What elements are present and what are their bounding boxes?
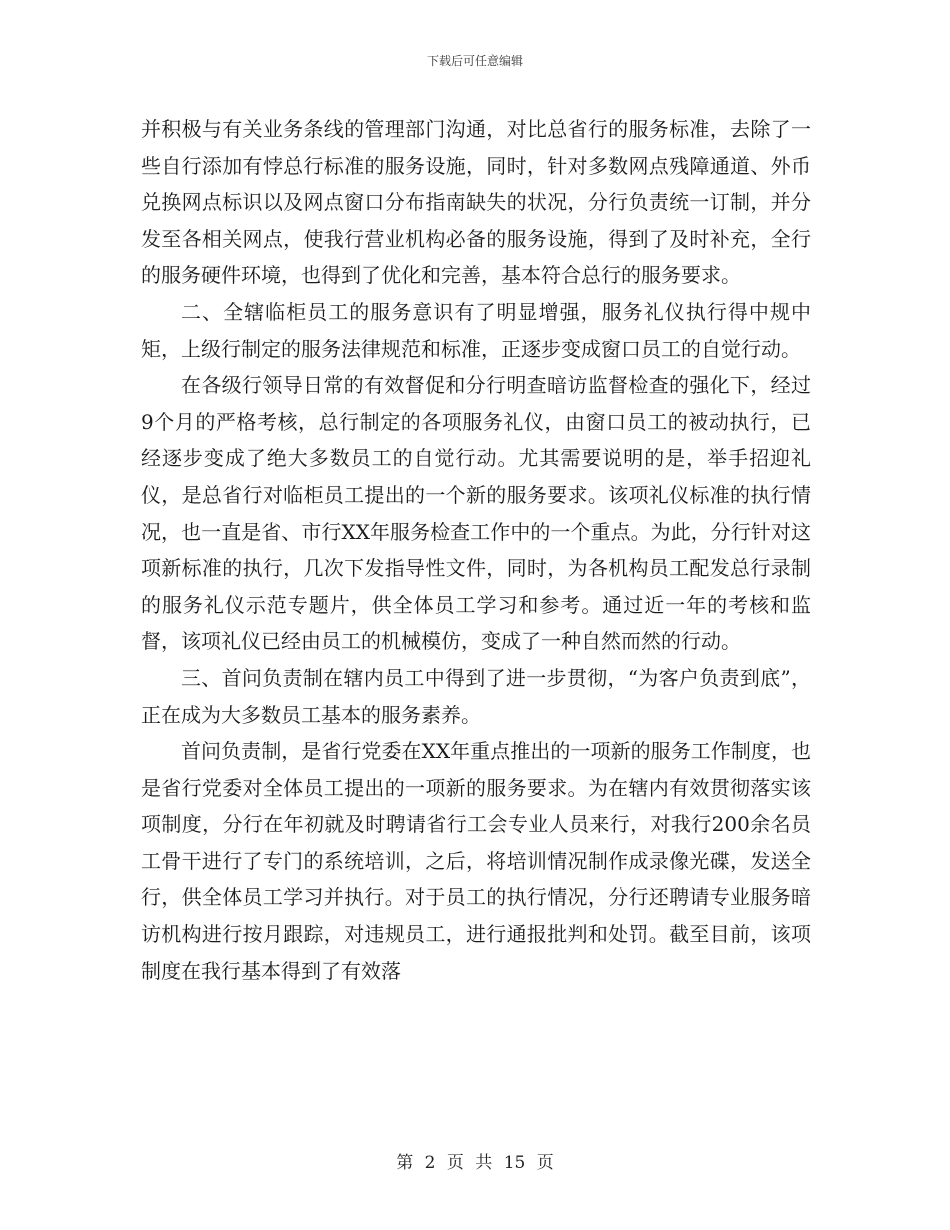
footer-page-word: 页 [446,1153,464,1173]
page-header-note: 下载后可任意编辑 [426,54,523,68]
footer-prefix: 第 [396,1153,414,1173]
footer-total-pages: 15 [503,1153,526,1173]
footer-total-word: 共 [475,1153,493,1173]
footer-current-page: 2 [424,1153,436,1173]
paragraph-section-three-heading: 三、首问负责制在辖内员工中得到了进一步贯彻，“为客户负责到底”，正在成为大多数员工基本的服务素养。 [141,665,811,727]
footer-suffix: 页 [536,1153,554,1173]
paragraph-first-inquiry-system: 首问负责制，是省行党委在XX年重点推出的一项新的服务工作制度，也是省行党委对全体员工提出的一项新的服务要求。为在辖内有效贯彻落实该项制度，分行在年初就及时聘请省行工会专业人员来行，对我行200余名员工骨干进行了专门的系统培训，之后，将培训情况制作成录像光碟，发送全行，供全体员工学习并执行。对于员工的执行情况，分行还聘请专业服务暗访机构进行按月跟踪，对违规员工，进行通报批判和处罚。截至目前，该项制度在我行基本得到了有效落 [141,739,811,983]
page-footer [0,1148,950,1173]
paragraph-continuation: 并积极与有关业务条线的管理部门沟通，对比总省行的服务标准，去除了一些自行添加有悖总行标准的服务设施，同时，针对多数网点残障通道、外币兑换网点标识以及网点窗口分布指南缺失的状况，分行负责统一订制，并分发至各相关网点，使我行营业机构必备的服务设施，得到了及时补充，全行的服务硬件环境，也得到了优化和完善，基本符合总行的服务要求。 [141,117,811,288]
document-body [141,111,811,989]
paragraph-service-etiquette: 在各级行领导日常的有效督促和分行明查暗访监督检查的强化下，经过9个月的严格考核，总行制定的各项服务礼仪，由窗口员工的被动执行，已经逐步变成了绝大多数员工的自觉行动。尤其需要说明的是，举手招迎礼仪，是总省行对临柜员工提出的一个新的服务要求。该项礼仪标准的执行情况，也一直是省、市行XX年服务检查工作中的一个重点。为此，分行针对这项新标准的执行，几次下发指导性文件，同时，为各机构员工配发总行录制的服务礼仪示范专题片，供全体员工学习和参考。通过近一年的考核和监督，该项礼仪已经由员工的机械模仿，变成了一种自然而然的行动。 [141,373,811,654]
paragraph-section-two-heading: 二、全辖临柜员工的服务意识有了明显增强，服务礼仪执行得中规中矩，上级行制定的服务法律规范和标准，正逐步变成窗口员工的自觉行动。 [141,299,811,361]
